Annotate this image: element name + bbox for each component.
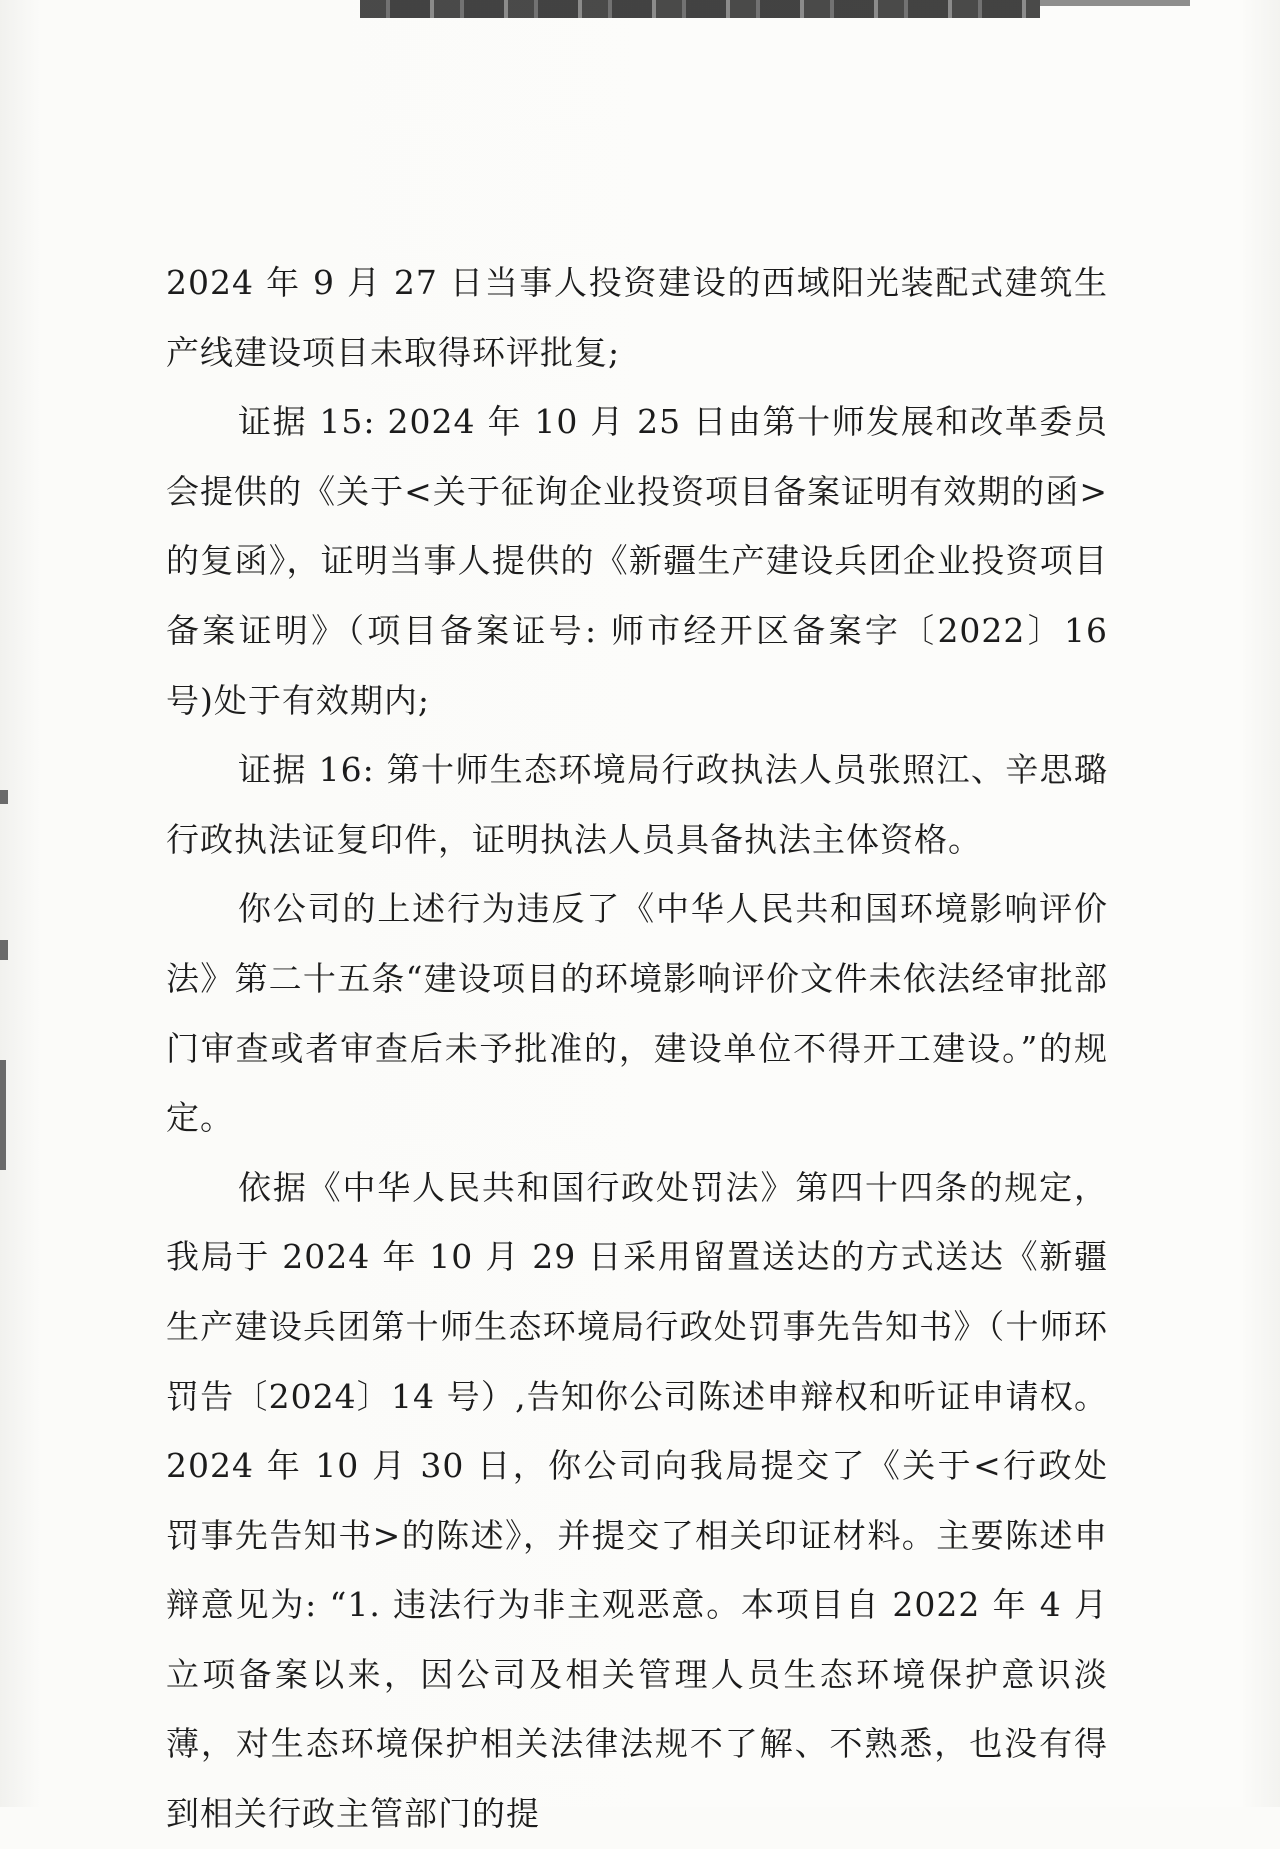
paragraph-evidence-15: 证据 15: 2024 年 10 月 25 日由第十师发展和改革委员会提供的《关于<关于征询企业投资项目备案证明有效期的函>的复函》，证明当事人提供的《新疆生产建设兵团企业投资项目备案证明》（项目备案证号: 师市经开区备案字〔2022〕16 号)处于有效期内; bbox=[166, 402, 1108, 720]
paragraph-evidence-16: 证据 16: 第十师生态环境局行政执法人员张照江、辛思璐行政执法证复印件，证明执法人员具备执法主体资格。 bbox=[166, 750, 1108, 859]
paragraph-notice: 依据《中华人民共和国行政处罚法》第四十四条的规定，我局于 2024 年 10 月 29 日采用留置送达的方式送达《新疆生产建设兵团第十师生态环境局行政处罚事先告知书》（十师环罚告〔2024〕14 号）,告知你公司陈述申辩权和听证申请权。2024 年 10 月 30 日，你公司向我局提交了《关于<行政处罚事先告知书>的陈述》，并提交了相关印证材料。主要陈述申辩意见为: “1. 违法行为非主观恶意。本项目自 2022 年 4 月立项备案以来，因公司及相关管理人员生态环境保护意识淡薄，对生态环境保护相关法律法规不了解、不熟悉，也没有得到相关行政主管部门的提 bbox=[166, 1167, 1108, 1834]
binding-mark bbox=[0, 790, 8, 804]
binding-mark bbox=[0, 1060, 6, 1170]
binding-mark bbox=[0, 940, 8, 960]
paragraph-violation: 你公司的上述行为违反了《中华人民共和国环境影响评价法》第二十五条“建设项目的环境影响评价文件未依法经审批部门审查或者审查后未予批准的，建设单位不得开工建设。”的规定。 bbox=[166, 889, 1108, 1138]
scan-edge-artifact bbox=[1040, 0, 1190, 6]
scan-edge-artifact bbox=[360, 0, 1040, 18]
document-body bbox=[166, 248, 1108, 1849]
paragraph-1: 2024 年 9 月 27 日当事人投资建设的西域阳光装配式建筑生产线建设项目未取得环评批复; bbox=[166, 263, 1108, 372]
